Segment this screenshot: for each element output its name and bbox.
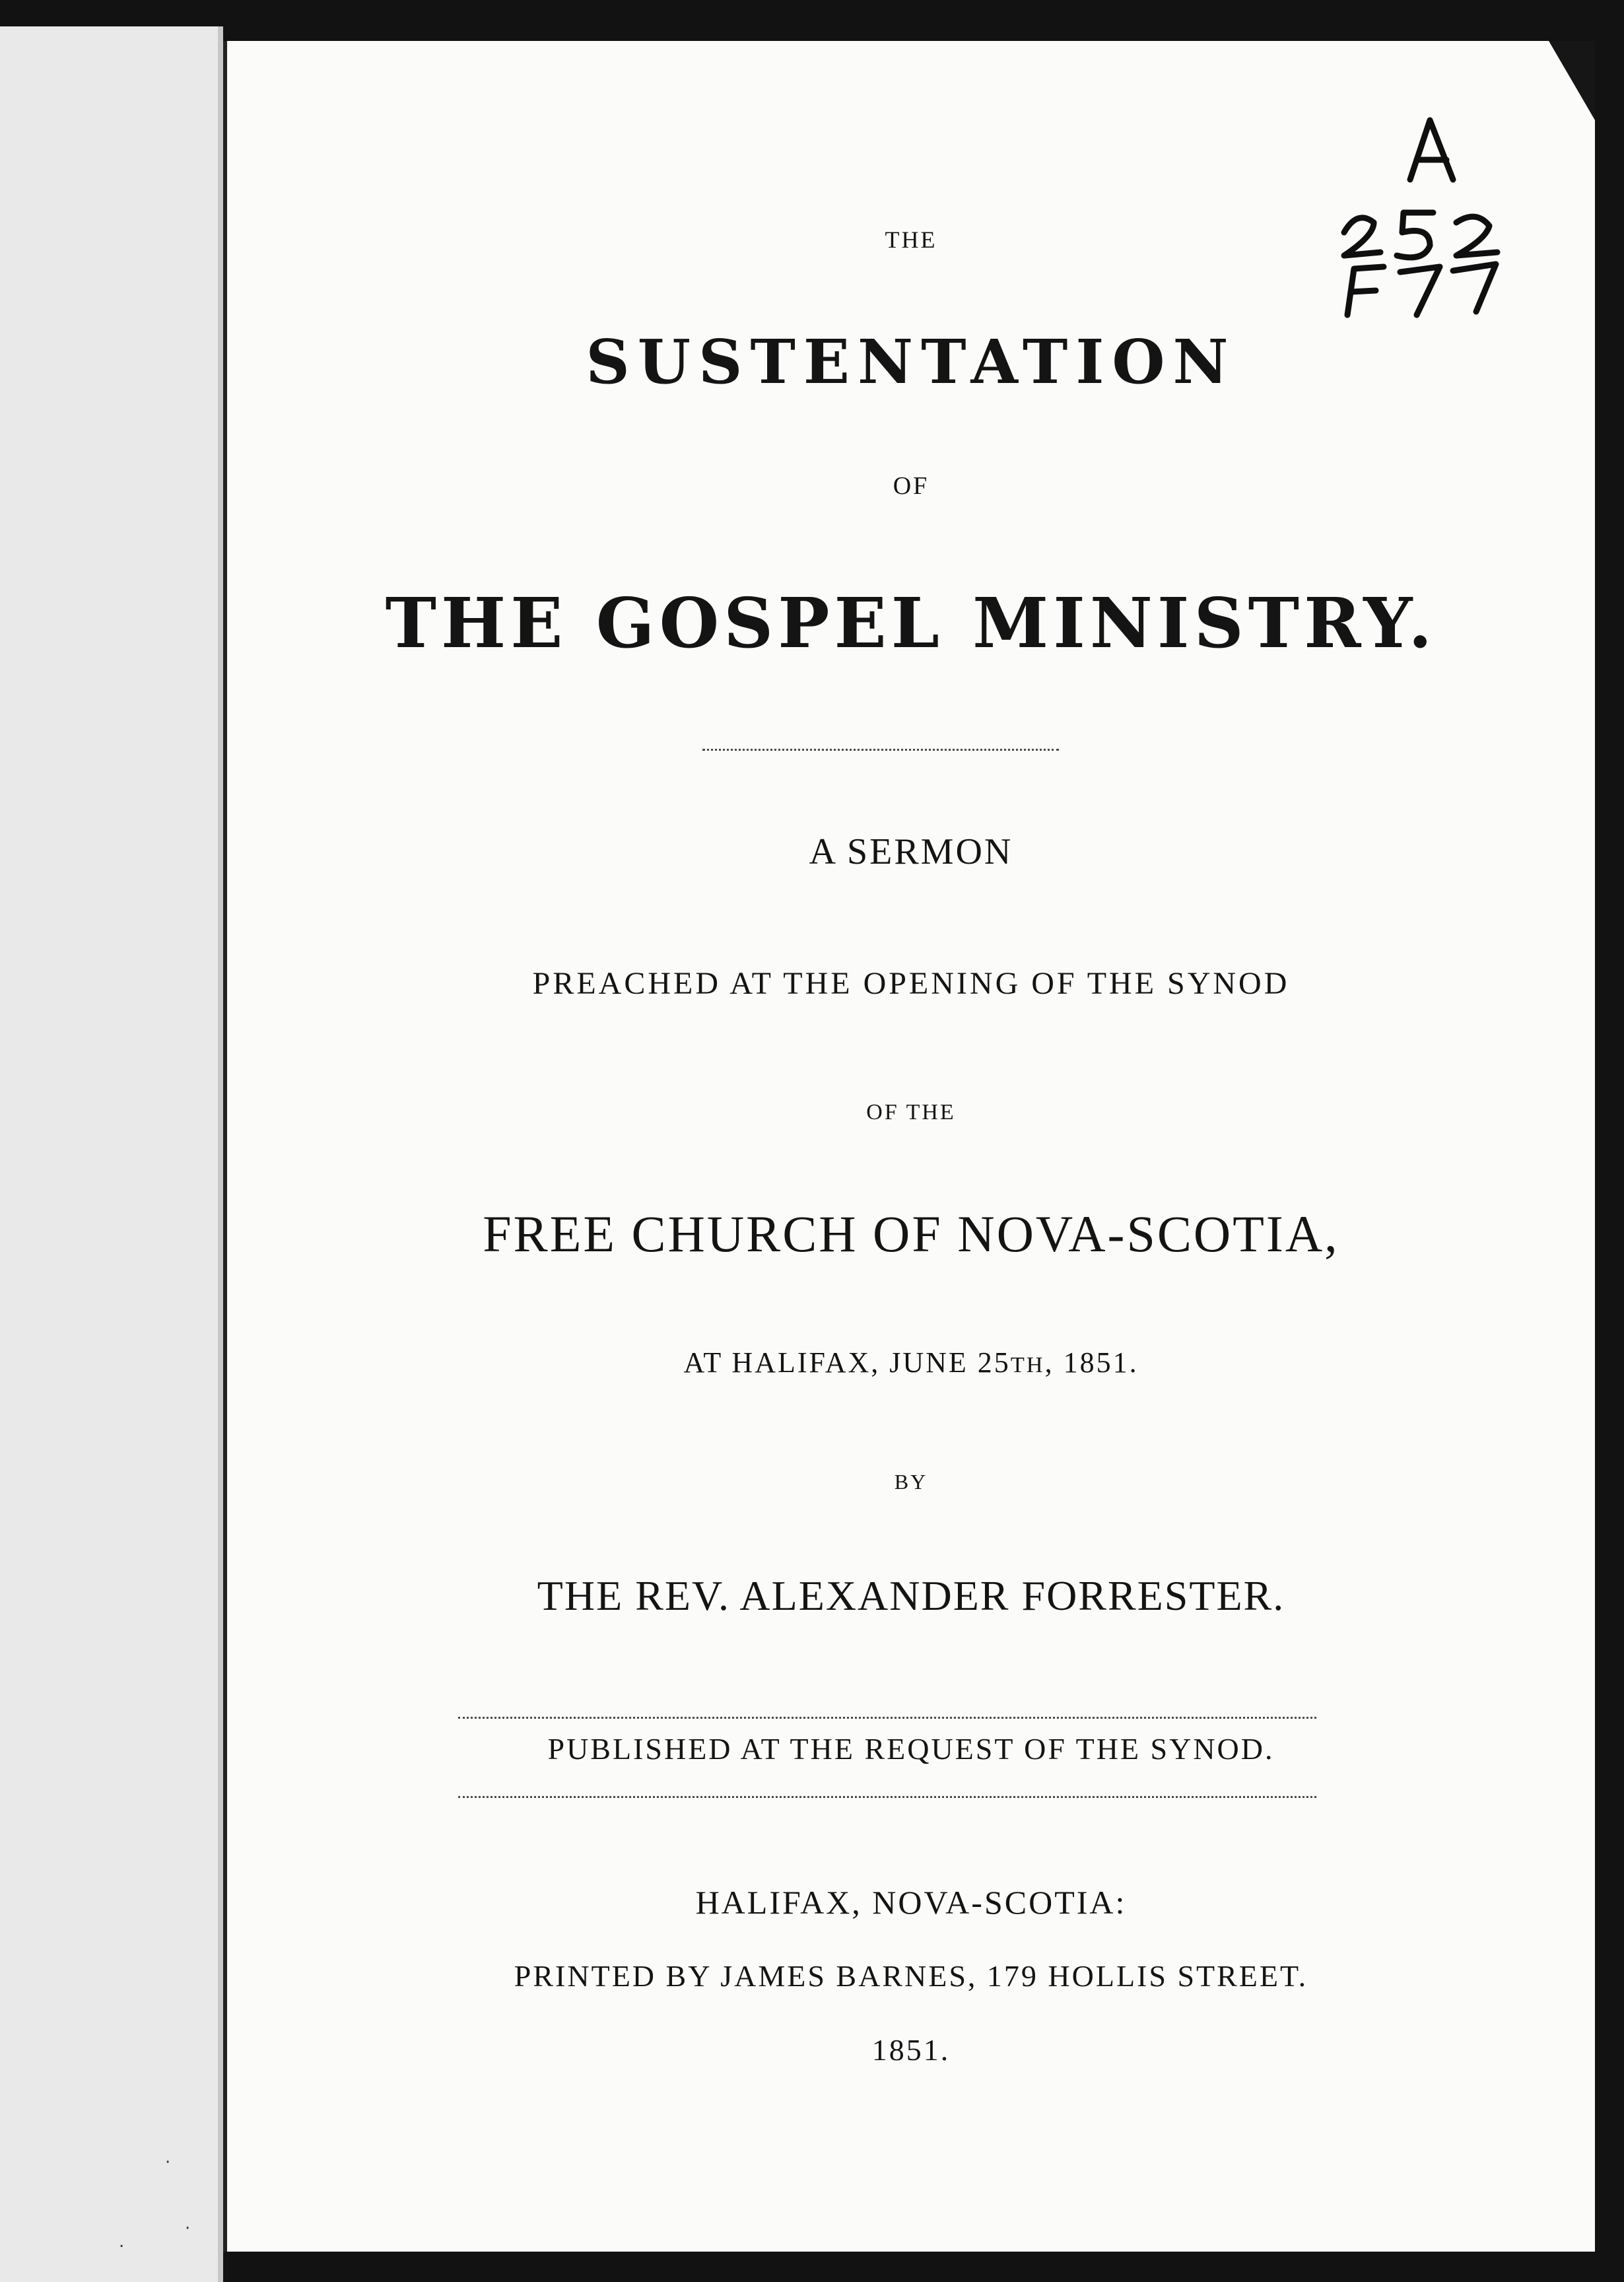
ornamental-rule xyxy=(458,1717,1316,1719)
ornamental-rule xyxy=(702,749,1059,751)
date-line xyxy=(227,1346,1595,1379)
imprint-year: 1851. xyxy=(871,2033,951,2067)
title-page xyxy=(223,41,1595,2252)
ornamental-rule xyxy=(458,1796,1316,1798)
page-corner-shadow xyxy=(1549,41,1595,120)
church-name: FREE CHURCH OF NOVA-SCOTIA, xyxy=(483,1205,1339,1262)
title-main: SUSTENTATION xyxy=(586,326,1236,398)
date-ordinal: TH xyxy=(1010,1352,1045,1377)
book-spine-board xyxy=(0,26,223,2282)
preached-line: PREACHED AT THE OPENING OF THE SYNOD xyxy=(532,966,1290,1001)
title-subtitle: THE GOSPEL MINISTRY. xyxy=(385,582,1437,664)
author-name: THE REV. ALEXANDER FORRESTER. xyxy=(537,1572,1285,1619)
handwritten-char xyxy=(1410,120,1453,180)
title-of: OF xyxy=(893,472,930,500)
handwritten-char xyxy=(1453,264,1496,312)
published-note: PUBLISHED AT THE REQUEST OF THE SYNOD. xyxy=(547,1732,1275,1766)
date-prefix: AT HALIFAX, JUNE 25 xyxy=(683,1346,1011,1379)
by-label: BY xyxy=(894,1470,928,1494)
call-number-annotation xyxy=(1318,94,1516,318)
title-the: THE xyxy=(885,226,937,253)
margin-speck: . xyxy=(119,2232,125,2252)
handwritten-char xyxy=(1351,291,1376,292)
handwritten-char xyxy=(1400,267,1440,315)
imprint-printer: PRINTED BY JAMES BARNES, 179 HOLLIS STREET. xyxy=(514,1959,1308,1993)
margin-speck: · xyxy=(185,2219,191,2238)
date-suffix: , 1851. xyxy=(1044,1346,1139,1379)
imprint-city: HALIFAX, NOVA-SCOTIA: xyxy=(695,1884,1127,1921)
of-the-line: OF THE xyxy=(866,1100,956,1124)
sermon-label: A SERMON xyxy=(809,831,1013,872)
margin-speck: · xyxy=(165,2153,171,2172)
